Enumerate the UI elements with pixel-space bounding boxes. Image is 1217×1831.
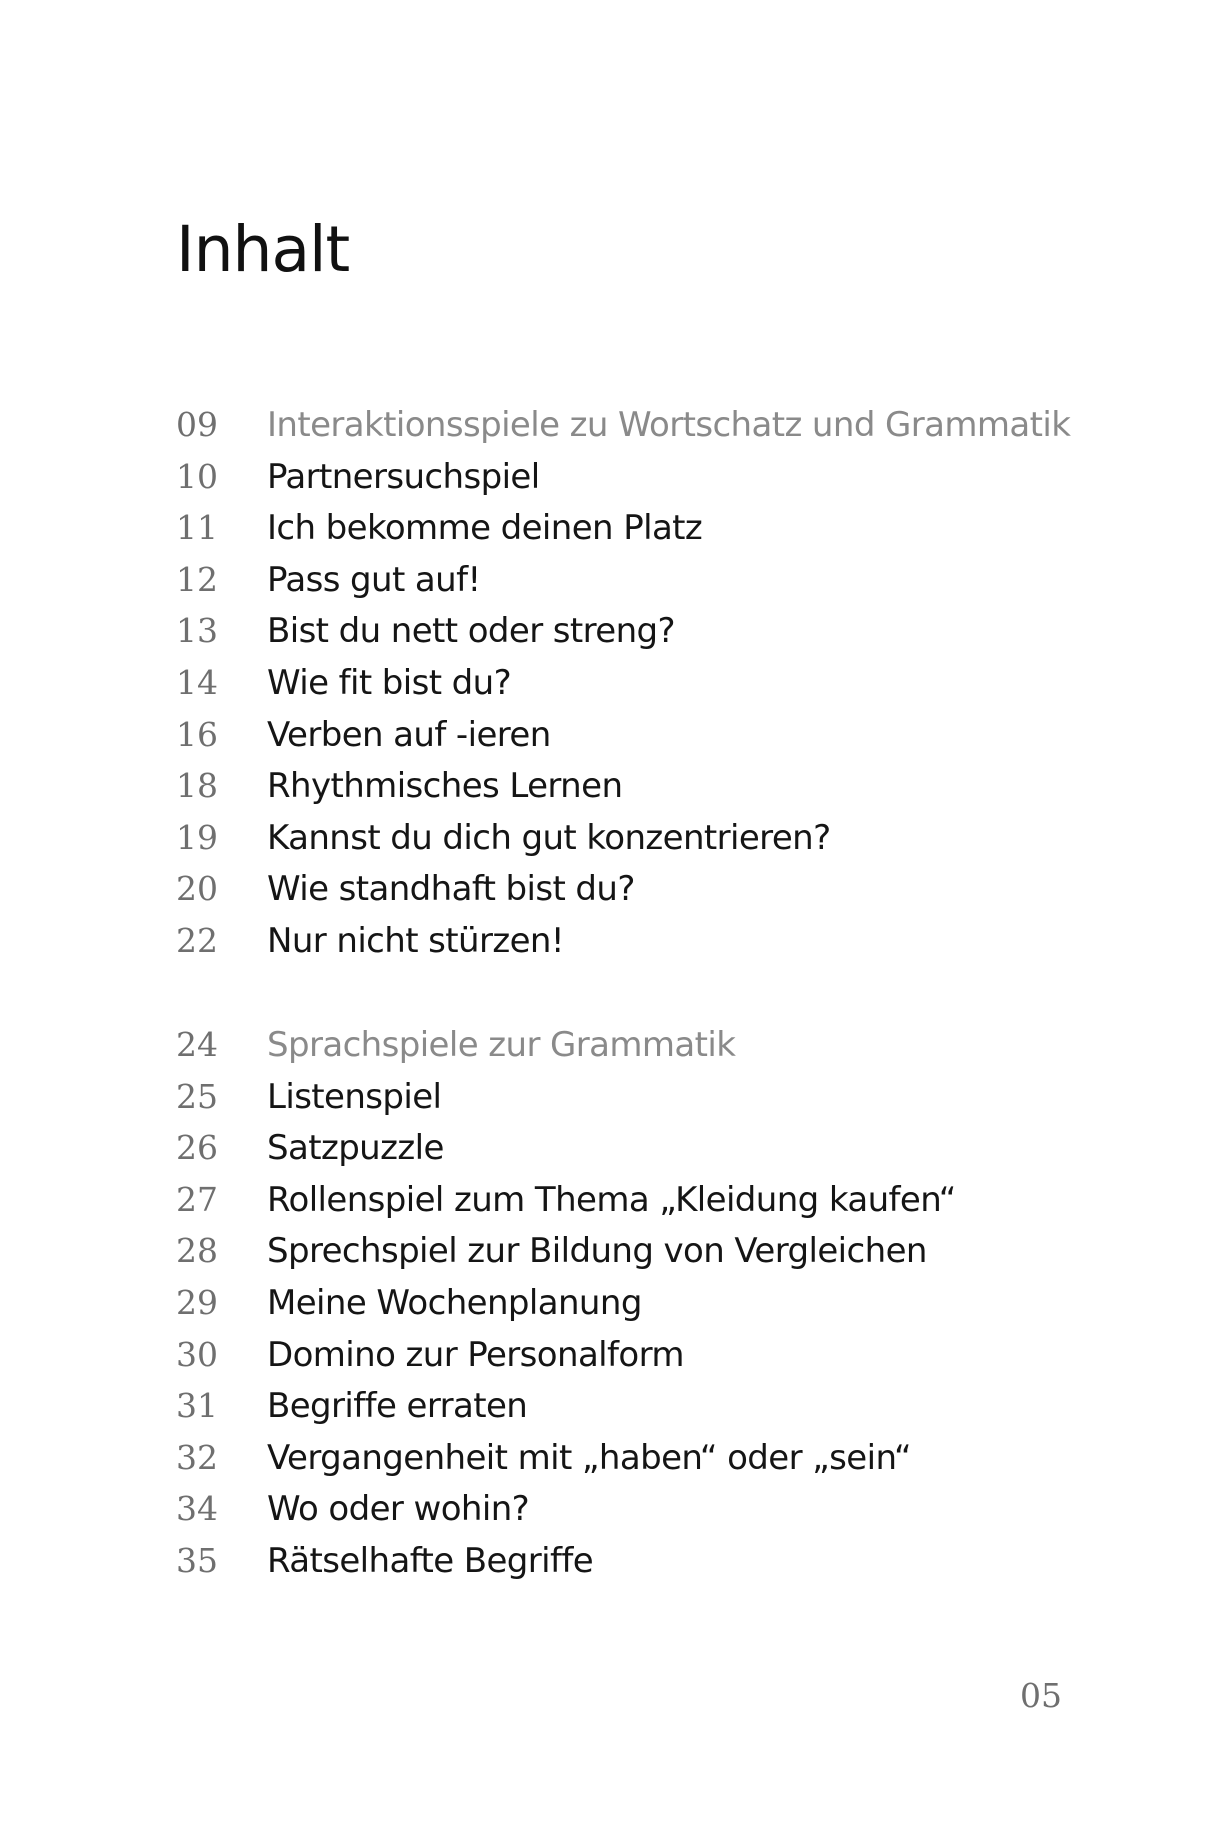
toc-entry-title: Sprechspiel zur Bildung von Vergleichen [267,1231,927,1272]
toc-entry [176,766,1070,818]
toc-page-number: 24 [176,1025,218,1064]
toc-page-number: 30 [176,1334,218,1374]
toc-heading-title: Sprachspiele zur Grammatik [267,1025,736,1065]
toc-page-number: 16 [176,714,218,754]
toc-page-number: 32 [176,1437,218,1477]
toc-entry-title: Meine Wochenplanung [267,1282,642,1323]
toc-page-number: 13 [176,611,218,651]
toc-page-number: 28 [176,1231,218,1271]
page-title: Inhalt [176,213,350,286]
toc-page-number: 20 [176,869,218,909]
toc-entry-title: Vergangenheit mit „haben“ oder „sein“ [267,1437,911,1478]
toc-page-number: 19 [176,817,218,857]
toc-entry-title: Rätselhafte Begriffe [267,1540,594,1581]
toc-page-number: 11 [176,508,218,548]
toc-section-heading [176,405,1070,457]
toc-entry [176,508,1070,560]
toc-page-number: 25 [176,1076,218,1116]
toc-page-number: 09 [176,405,218,444]
toc-entry-title: Pass gut auf! [267,559,481,600]
toc-page-number: 18 [176,766,218,806]
toc-entry [176,1489,956,1541]
toc-page-number: 14 [176,662,218,702]
toc-entry [176,1283,956,1335]
toc-entry-title: Wie fit bist du? [267,662,512,703]
toc-entry [176,715,1070,767]
folio-page-number: 05 [1020,1676,1062,1715]
toc-entry [176,663,1070,715]
toc-entry-title: Verben auf -ieren [267,714,551,755]
toc-entry-title: Satzpuzzle [267,1128,444,1169]
toc-entry [176,818,1070,870]
toc-page-number: 12 [176,559,218,599]
toc-page-number: 26 [176,1128,218,1168]
toc-page-number: 22 [176,920,218,960]
toc-entry [176,1541,956,1593]
toc-entry-title: Wie standhaft bist du? [267,869,635,910]
toc-entry-title: Listenspiel [267,1076,442,1117]
toc-entry-title: Wo oder wohin? [267,1489,530,1530]
toc-entry [176,1386,956,1438]
toc-page-number: 10 [176,456,218,496]
toc-entry [176,921,1070,973]
toc-entry-title: Domino zur Personalform [267,1334,684,1375]
toc-entry-title: Nur nicht stürzen! [267,920,564,961]
toc-entry [176,1077,956,1129]
toc-entry [176,1180,956,1232]
toc-entry [176,1335,956,1387]
toc-heading-title: Interaktionsspiele zu Wortschatz und Grammatik [267,405,1071,445]
toc-entry [176,1438,956,1490]
toc-entry [176,457,1070,509]
toc-section-heading [176,1025,956,1077]
toc-entry [176,560,1070,612]
toc-page-number: 35 [176,1540,218,1580]
toc-entry-title: Kannst du dich gut konzentrieren? [267,817,831,858]
toc-page-number: 29 [176,1282,218,1322]
toc-section-1 [176,405,1070,973]
toc-entry-title: Bist du nett oder streng? [267,611,675,652]
toc-page-number: 31 [176,1386,218,1426]
toc-entry-title: Begriffe erraten [267,1386,528,1427]
toc-entry-title: Ich bekomme deinen Platz [267,508,703,549]
toc-page-number: 27 [176,1179,218,1219]
toc-entry [176,1128,956,1180]
toc-entry [176,611,1070,663]
toc-entry-title: Rollenspiel zum Thema „Kleidung kaufen“ [267,1179,956,1220]
toc-section-2 [176,1025,956,1593]
toc-entry [176,1231,956,1283]
toc-entry-title: Rhythmisches Lernen [267,766,623,807]
toc-entry-title: Partnersuchspiel [267,456,540,497]
toc-page-number: 34 [176,1489,218,1529]
toc-entry [176,869,1070,921]
